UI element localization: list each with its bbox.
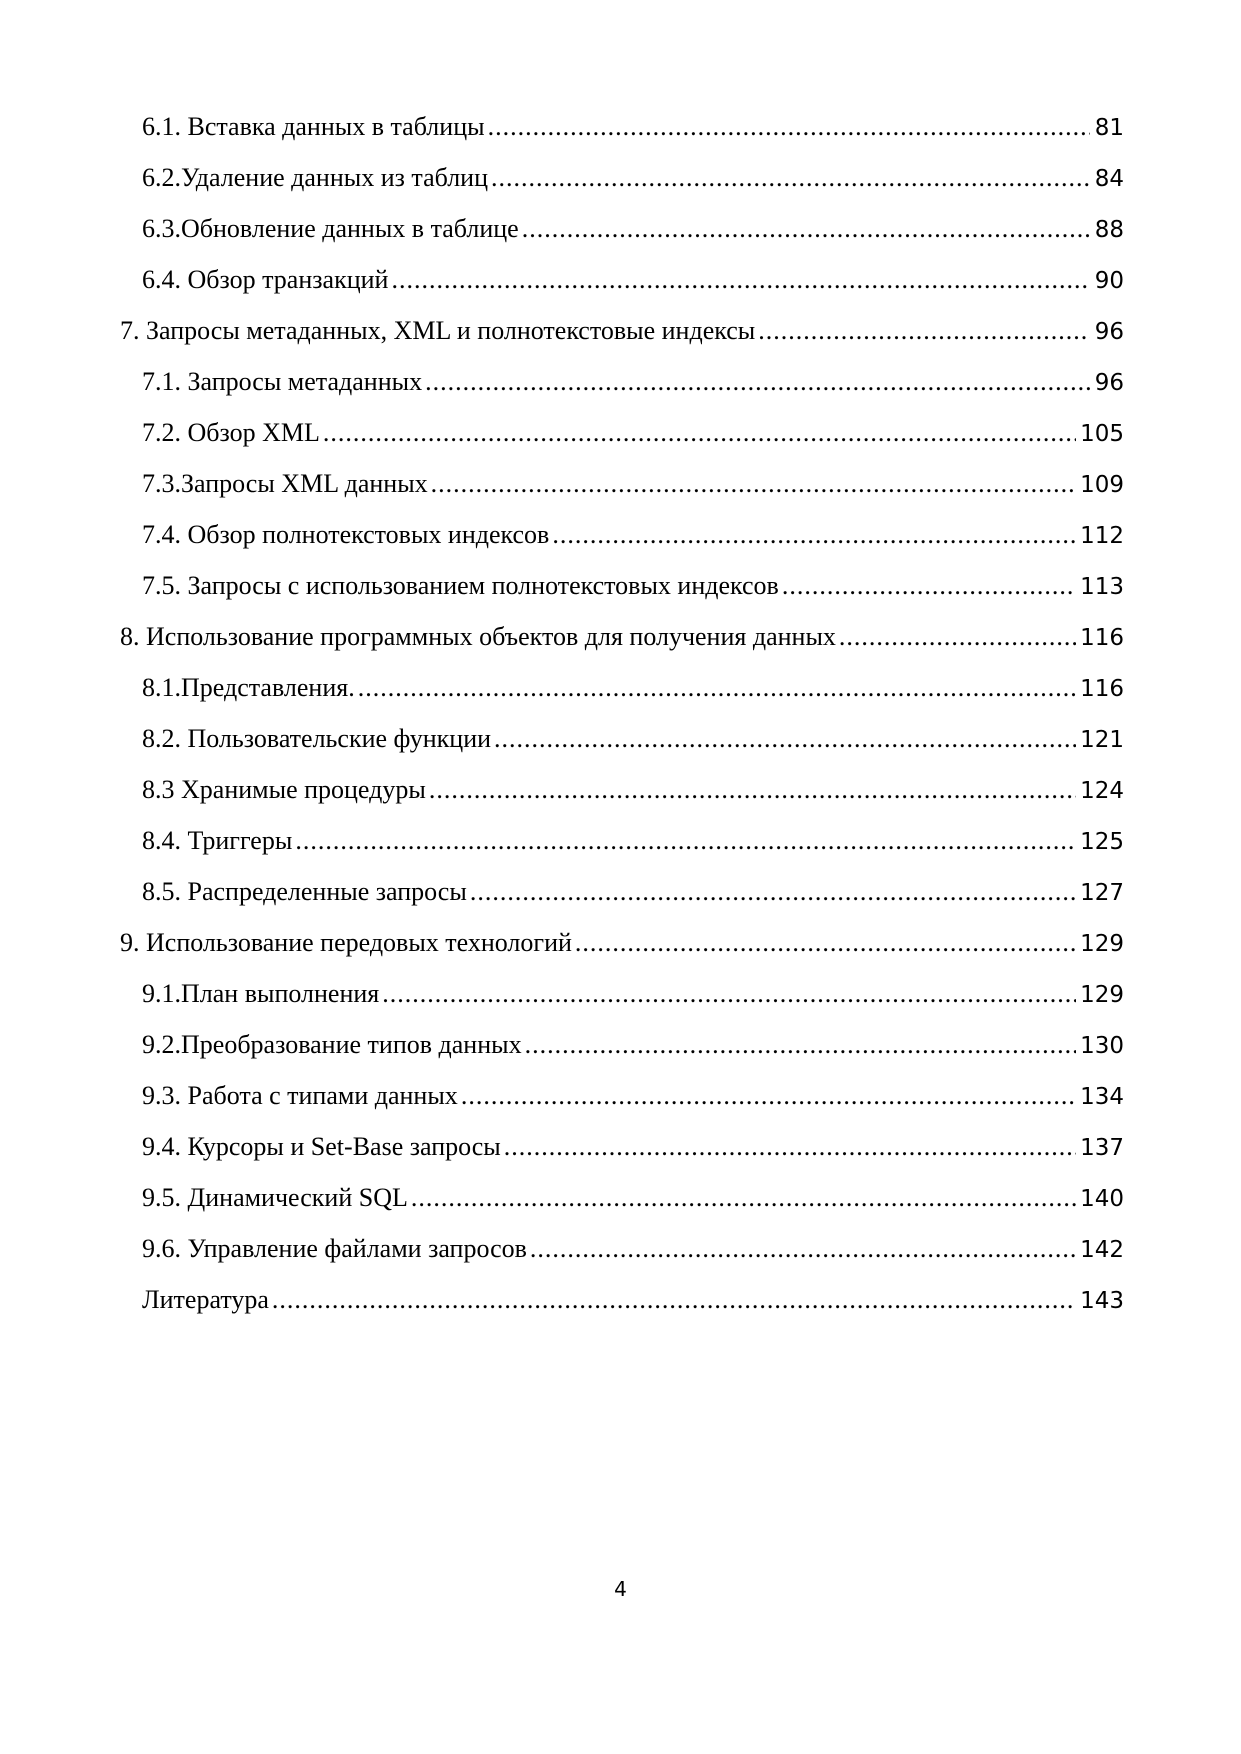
toc-entry[interactable] [142,110,1124,144]
toc-dot-leader [530,1232,1076,1266]
toc-entry-title: 6.4. Обзор транзакций [142,265,389,294]
toc-entry-title: 9.6. Управление файлами запросов [142,1234,527,1263]
toc-dot-leader [272,1283,1076,1317]
toc-entry-page: 88 [1094,217,1124,243]
toc-entry[interactable] [142,671,1124,705]
toc-entry-page: 140 [1080,1186,1124,1212]
toc-entry-page: 96 [1094,370,1124,396]
toc-dot-leader [391,263,1090,297]
toc-dot-leader [461,1079,1076,1113]
toc-entry[interactable] [142,824,1124,858]
toc-entry[interactable] [142,1283,1124,1317]
toc-entry[interactable] [142,1181,1124,1215]
toc-chapter-entry[interactable] [120,926,1124,960]
toc-entry[interactable] [142,518,1124,552]
toc-entry[interactable] [142,212,1124,246]
toc-entry-page: 142 [1080,1237,1124,1263]
toc-entry-page: 121 [1080,727,1124,753]
toc-entry-page: 129 [1080,982,1124,1008]
toc-entry-page: 84 [1094,166,1124,192]
toc-dot-leader [552,518,1076,552]
toc-dot-leader [522,212,1090,246]
toc-entry[interactable] [142,365,1124,399]
toc-dot-leader [782,569,1076,603]
toc-dot-leader [431,467,1076,501]
toc-dot-leader [295,824,1076,858]
toc-entry-title: 7.2. Обзор XML [142,418,320,447]
toc-dot-leader [758,314,1090,348]
toc-dot-leader [429,773,1076,807]
toc-dot-leader [491,161,1090,195]
toc-entry-title: 7.3.Запросы XML данных [142,469,428,498]
toc-entry-title: 7.1. Запросы метаданных [142,367,423,396]
toc-dot-leader [494,722,1076,756]
toc-entry[interactable] [142,1232,1124,1266]
toc-dot-leader [488,110,1090,144]
toc-entry[interactable] [142,722,1124,756]
toc-entry-page: 125 [1080,829,1124,855]
toc-dot-leader [504,1130,1076,1164]
toc-entry-page: 81 [1094,115,1124,141]
toc-entry-title: Литература [142,1285,269,1314]
toc-chapter-entry[interactable] [120,620,1124,654]
toc-entry-title: 6.3.Обновление данных в таблице [142,214,519,243]
toc-entry-page: 143 [1080,1288,1124,1314]
toc-entry-title: 7.5. Запросы с использованием полнотекстовых индексов [142,571,779,600]
toc-entry-title: 9.2.Преобразование типов данных [142,1030,522,1059]
toc-dot-leader [323,416,1076,450]
toc-entry-page: 137 [1080,1135,1124,1161]
toc-entry-page: 109 [1080,472,1124,498]
toc-entry[interactable] [142,161,1124,195]
toc-entry-page: 116 [1080,625,1124,651]
toc-entry[interactable] [142,773,1124,807]
toc-entry-page: 127 [1080,880,1124,906]
toc-entry-page: 96 [1094,319,1124,345]
toc-entry-page: 116 [1080,676,1124,702]
toc-entry-title: 9. Использование передовых технологий [120,928,572,957]
toc-entry[interactable] [142,1028,1124,1062]
toc-entry[interactable] [142,1079,1124,1113]
toc-entry-page: 90 [1094,268,1124,294]
toc-entry[interactable] [142,569,1124,603]
toc-entry-title: 8.1.Представления. [142,673,355,702]
toc-entry[interactable] [142,416,1124,450]
toc-entry-page: 105 [1080,421,1124,447]
page-number: 4 [614,1577,627,1601]
toc-entry-page: 113 [1080,574,1124,600]
toc-entry-page: 124 [1080,778,1124,804]
toc-entry-page: 129 [1080,931,1124,957]
toc-entry[interactable] [142,263,1124,297]
toc-entry-title: 6.1. Вставка данных в таблицы [142,112,485,141]
toc-entry-title: 8. Использование программных объектов для получения данных [120,622,836,651]
toc-entry-title: 8.4. Триггеры [142,826,293,855]
toc-dot-leader [525,1028,1077,1062]
toc-entry-title: 6.2.Удаление данных из таблиц [142,163,488,192]
toc-entry-title: 8.3 Хранимые процедуры [142,775,426,804]
toc-dot-leader [411,1181,1076,1215]
toc-entry-page: 130 [1080,1033,1124,1059]
toc-entry[interactable] [142,1130,1124,1164]
toc-entry[interactable] [142,875,1124,909]
toc-entry-title: 9.5. Динамический SQL [142,1183,408,1212]
toc-dot-leader [382,977,1076,1011]
toc-dot-leader [358,671,1076,705]
toc-entry-title: 9.3. Работа с типами данных [142,1081,458,1110]
toc-entry-title: 7.4. Обзор полнотекстовых индексов [142,520,550,549]
toc-entry-page: 112 [1080,523,1124,549]
toc-dot-leader [575,926,1076,960]
toc-entry-title: 9.4. Курсоры и Set-Base запросы [142,1132,501,1161]
toc-dot-leader [839,620,1076,654]
toc-entry-title: 7. Запросы метаданных, XML и полнотекстовые индексы [120,316,756,345]
toc-entry-page: 134 [1080,1084,1124,1110]
toc-entry-title: 8.5. Распределенные запросы [142,877,467,906]
toc-entry[interactable] [142,467,1124,501]
toc-chapter-entry[interactable] [120,314,1124,348]
toc-dot-leader [470,875,1076,909]
toc-entry[interactable] [142,977,1124,1011]
toc-entry-title: 9.1.План выполнения [142,979,380,1008]
toc-entry-title: 8.2. Пользовательские функции [142,724,492,753]
toc-dot-leader [425,365,1090,399]
